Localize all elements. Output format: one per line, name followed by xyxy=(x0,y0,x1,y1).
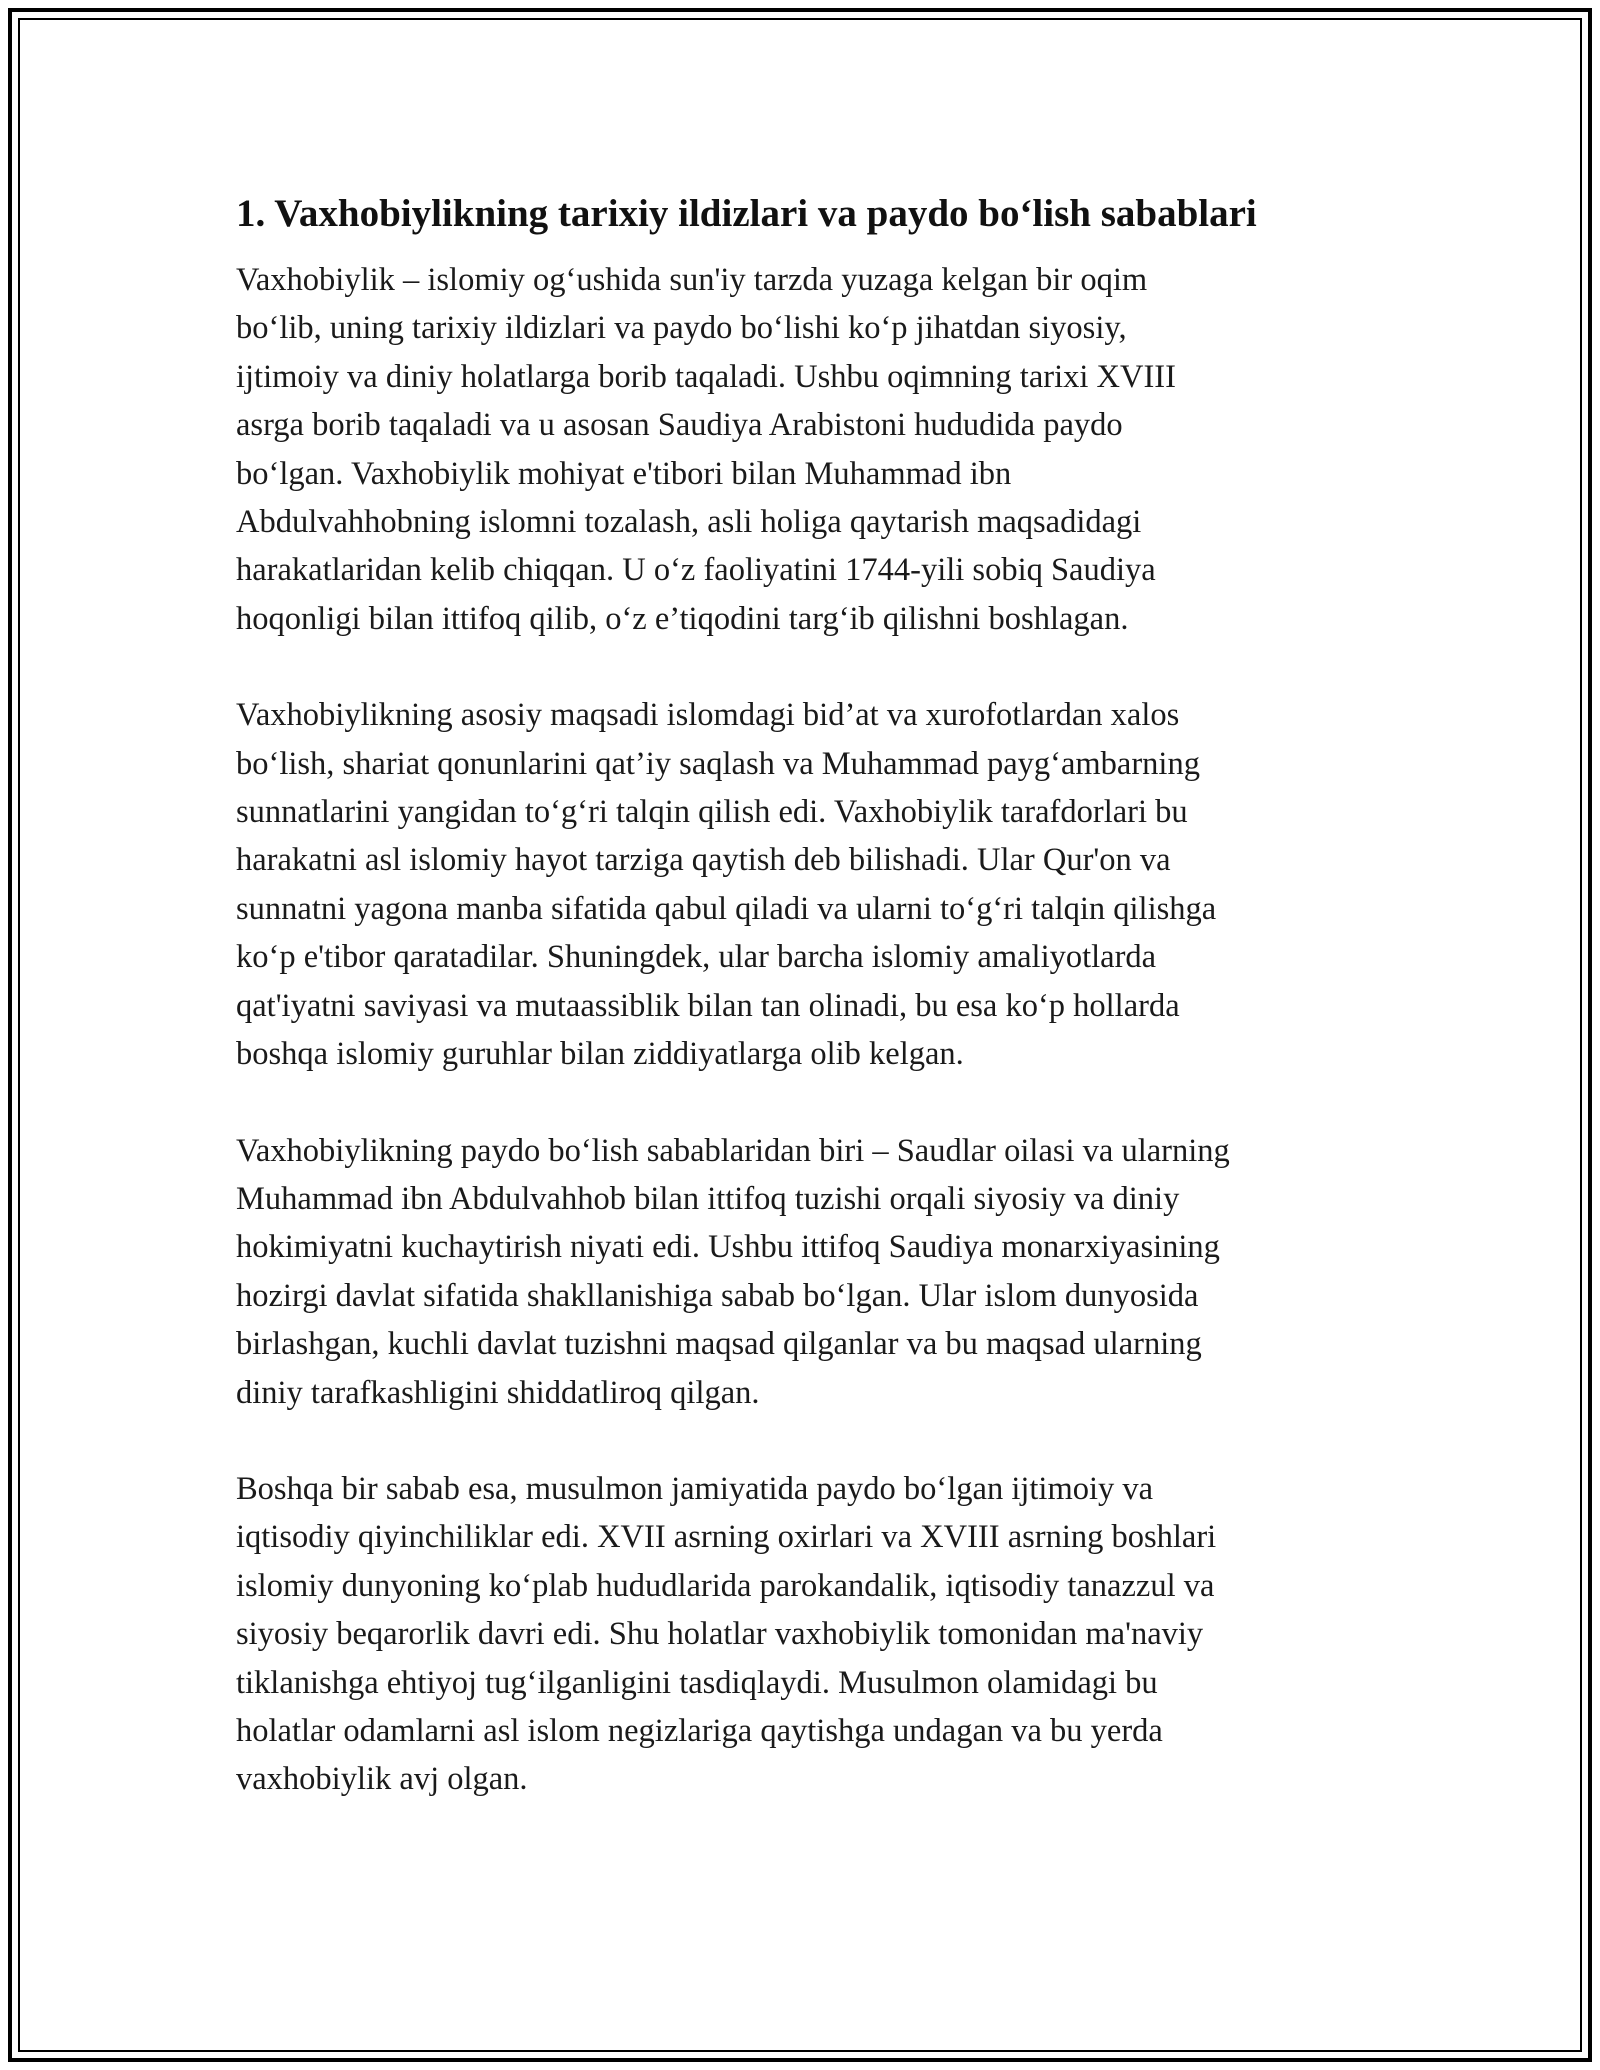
paragraph-4: Boshqa bir sabab esa, musulmon jamiyatida paydo bo‘lgan ijtimoiy va iqtisodiy qiyinchiliklar edi. XVII asrning oxirlari va XVIII asrning boshlari islomiy dunyoning ko‘plab hududlarida parokandalik, iqtisodiy tanazzul va siyosiy beqarorlik davri edi. Shu holatlar vaxhobiylik tomonidan ma'naviy tiklanishga ehtiyoj tug‘ilganligini tasdiqlaydi. Musulmon olamidagi bu holatlar odamlarni asl islom negizlariga qaytishga undagan va bu yerda vaxhobiylik avj olgan. xyxy=(236,1470,1217,1798)
section-heading: 1. Vaxhobiylikning tarixiy ildizlari va paydo bo‘lish sabablari xyxy=(236,192,1257,235)
paragraph-3: Vaxhobiylikning paydo bo‘lish sabablaridan biri – Saudlar oilasi va ularning Muhammad ibn Abdulvahhob bilan ittifoq tuzishi orqali siyosiy va diniy hokimiyatni kuchaytirish niyati edi. Ushbu ittifoq Saudiya monarxiyasining hozirgi davlat sifatida shakllanishiga sabab bo‘lgan. Ular islom dunyosida birlashgan, kuchli davlat tuzishni maqsad qilganlar va bu maqsad ularning diniy tarafkashligini shiddatliroq qilgan. xyxy=(236,1132,1230,1411)
document-body xyxy=(236,188,1376,1852)
paragraph-2: Vaxhobiylikning asosiy maqsadi islomdagi bid’at va xurofotlardan xalos bo‘lish, shariat qonunlarini qat’iy saqlash va Muhammad payg‘ambarning sunnatlarini yangidan to‘g‘ri talqin qilish edi. Vaxhobiylik tarafdorlari bu harakatni asl islomiy hayot tarziga qaytish deb bilishadi. Ular Qur'on va sunnatni yagona manba sifatida qabul qiladi va ularni to‘g‘ri talqin qilishga ko‘p e'tibor qaratadilar. Shuningdek, ular barcha islomiy amaliyotlarda qat'iyatni saviyasi va mutaassiblik bilan tan olinadi, bu esa ko‘p hollarda boshqa islomiy guruhlar bilan ziddiyatlarga olib kelgan. xyxy=(236,697,1217,1073)
paragraph-1: Vaxhobiylik – islomiy og‘ushida sun'iy tarzda yuzaga kelgan bir oqim bo‘lib, uning tarixiy ildizlari va paydo bo‘lishi ko‘p jihatdan siyosiy, ijtimoiy va diniy holatlarga borib taqaladi. Ushbu oqimning tarixi XVIII asrga borib taqaladi va u asosan Saudiya Arabistoni hududida paydo bo‘lgan. Vaxhobiylik mohiyat e'tibori bilan Muhammad ibn Abdulvahhobning islomni tozalash, asli holiga qaytarish maqsadidagi harakatlaridan kelib chiqqan. U o‘z faoliyatini 1744-yili sobiq Saudiya hoqonligi bilan ittifoq qilib, o‘z e’tiqodini targ‘ib qilishni boshlagan. xyxy=(236,262,1176,637)
